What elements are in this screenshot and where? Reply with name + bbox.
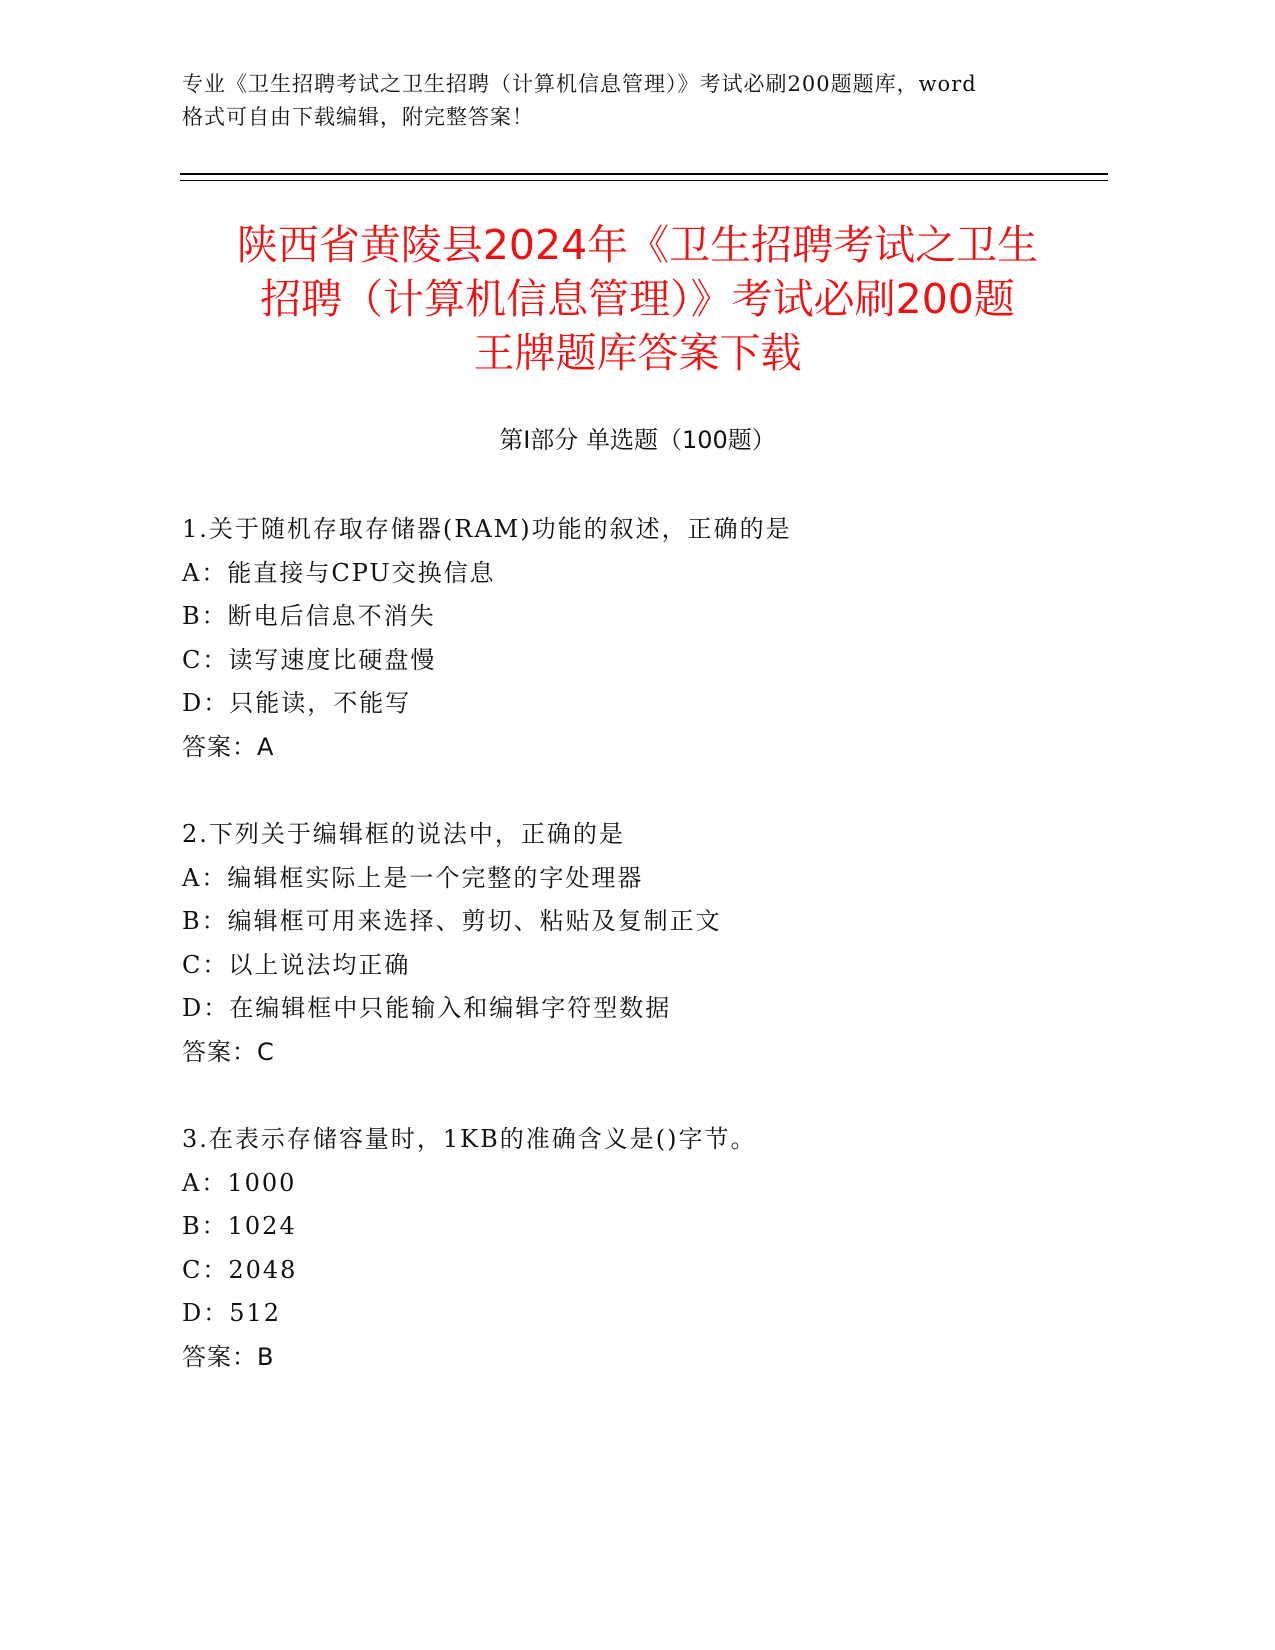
option-d: D：只能读，不能写 <box>182 689 412 717</box>
title-line-2: 招聘（计算机信息管理）》考试必刷200题 <box>260 275 1015 323</box>
question-block-1 <box>182 508 1082 769</box>
option-a: A：1000 <box>182 1168 297 1197</box>
intro-text <box>182 68 1062 134</box>
option-b: B：断电后信息不消失 <box>182 602 436 630</box>
header-divider-thin <box>180 180 1108 181</box>
question-stem: 2.下列关于编辑框的说法中，正确的是 <box>182 820 625 848</box>
option-c: C：2048 <box>182 1255 298 1284</box>
answer-line: 答案：B <box>182 1342 275 1371</box>
title-line-3: 王牌题库答案下载 <box>473 329 802 377</box>
option-c: C：读写速度比硬盘慢 <box>182 645 437 674</box>
option-a: A：编辑框实际上是一个完整的字处理器 <box>182 863 644 892</box>
question-stem: 1.关于随机存取存储器(RAM)功能的叙述，正确的是 <box>182 515 792 543</box>
answer-line: 答案：A <box>182 732 275 761</box>
question-stem: 3.在表示存储容量时，1KB的准确含义是()字节。 <box>182 1125 757 1153</box>
header-divider-thick <box>180 173 1108 175</box>
document-title <box>130 218 1145 380</box>
question-block-2 <box>182 813 1082 1074</box>
option-d: D：512 <box>182 1299 282 1327</box>
question-block-3 <box>182 1118 1082 1379</box>
section-heading: 第Ⅰ部分 单选题（100题） <box>499 426 776 454</box>
intro-line-2: 格式可自由下载编辑，附完整答案！ <box>182 105 534 129</box>
option-b: B：1024 <box>182 1212 297 1240</box>
option-d: D：在编辑框中只能输入和编辑字符型数据 <box>182 994 672 1022</box>
option-a: A：能直接与CPU交换信息 <box>182 558 496 587</box>
option-b: B：编辑框可用来选择、剪切、粘贴及复制正文 <box>182 907 722 935</box>
title-line-1: 陕西省黄陵县2024年《卫生招聘考试之卫生 <box>236 221 1039 269</box>
answer-line: 答案：C <box>182 1037 275 1066</box>
intro-line-1: 专业《卫生招聘考试之卫生招聘（计算机信息管理）》考试必刷200题题库，word <box>182 72 977 96</box>
option-c: C：以上说法均正确 <box>182 950 411 979</box>
